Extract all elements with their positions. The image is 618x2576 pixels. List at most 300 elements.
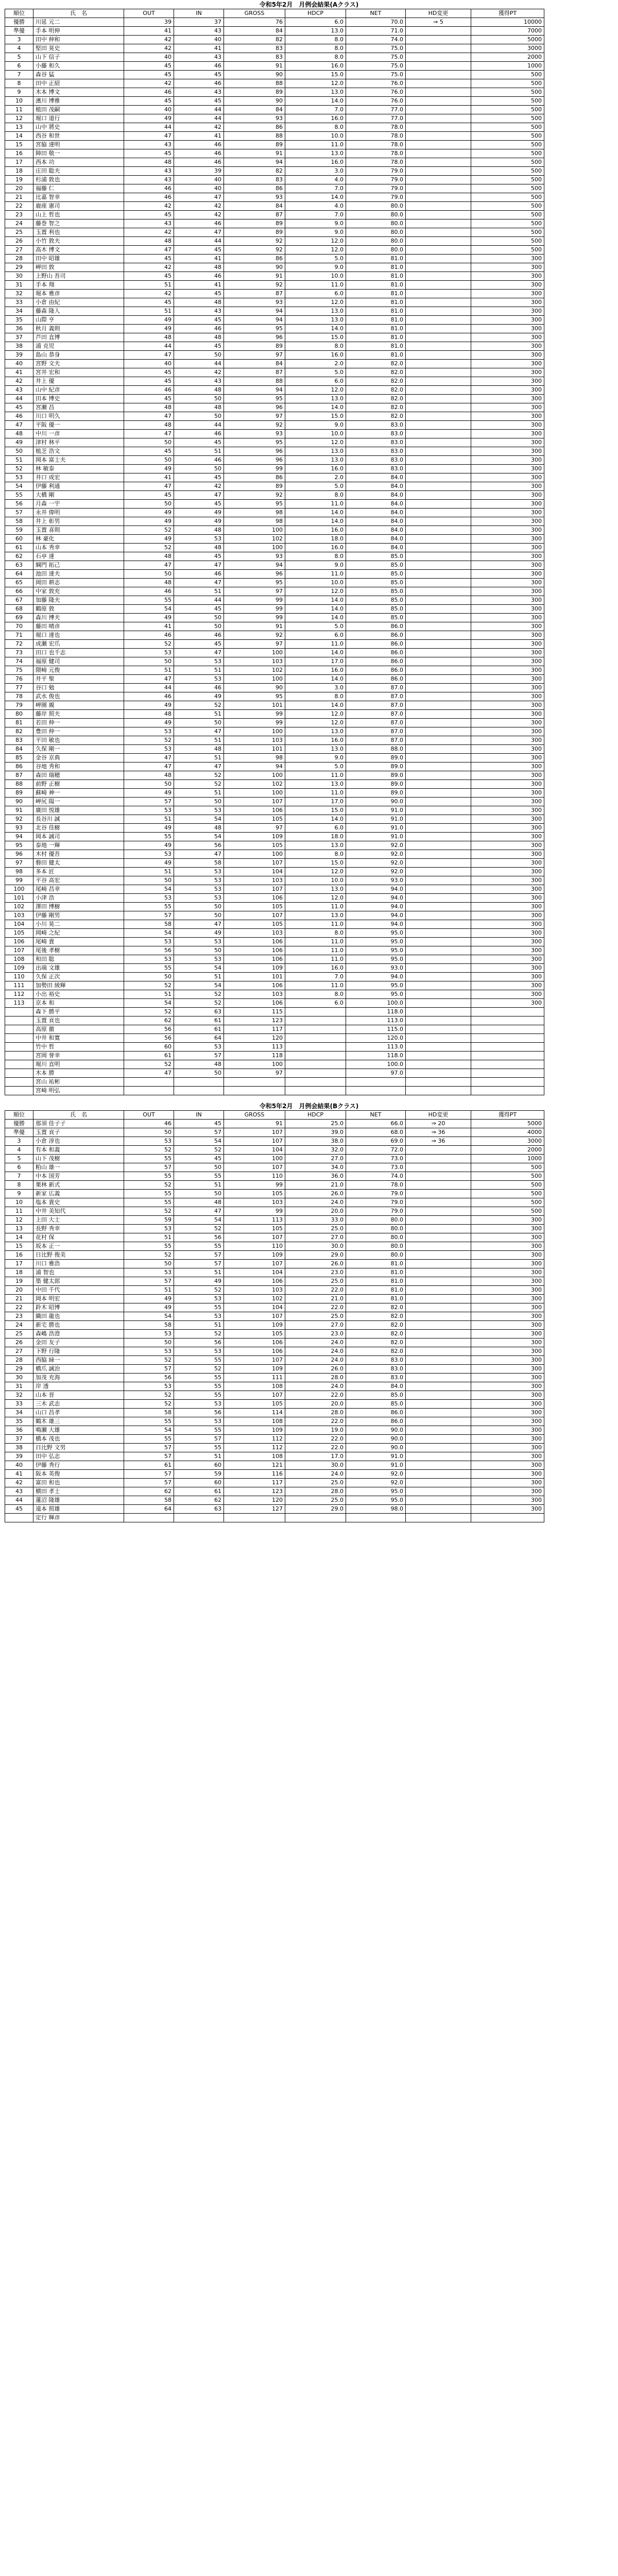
rank-cell: 45 [5, 1505, 33, 1514]
hd-change-cell [406, 876, 471, 885]
rank-cell: 89 [5, 789, 33, 798]
points-cell: 300 [471, 806, 544, 815]
net-cell: 100.0 [346, 999, 406, 1008]
rank-cell: 79 [5, 701, 33, 710]
hd-change-cell [406, 123, 471, 132]
hdcp-cell: 15.0 [285, 806, 346, 815]
out-cell: 47 [124, 561, 174, 570]
net-cell: 81.0 [346, 272, 406, 281]
gross-cell: 104 [224, 1268, 285, 1277]
hd-change-cell [406, 640, 471, 649]
points-cell: 300 [471, 859, 544, 868]
hdcp-cell: 16.0 [285, 62, 346, 71]
rank-cell: 52 [5, 465, 33, 473]
hdcp-cell: 2.0 [285, 473, 346, 482]
hd-change-cell [406, 745, 471, 754]
out-cell: 47 [124, 132, 174, 141]
result-row [5, 88, 544, 97]
hdcp-cell: 36.0 [285, 1172, 346, 1181]
net-cell: 81.0 [346, 1295, 406, 1303]
gross-cell: 113 [224, 1216, 285, 1225]
out-cell: 42 [124, 79, 174, 88]
name-cell: 小倉 淳也 [33, 1137, 124, 1146]
points-cell: 300 [471, 1242, 544, 1251]
name-cell: 森川 博夫 [33, 614, 124, 622]
out-cell: 55 [124, 1190, 174, 1198]
result-row [5, 640, 544, 649]
points-cell: 300 [471, 719, 544, 727]
hdcp-cell: 15.0 [285, 333, 346, 342]
net-cell: 82.0 [346, 1338, 406, 1347]
result-row [5, 824, 544, 833]
rank-cell: 47 [5, 421, 33, 430]
rank-cell: 37 [5, 333, 33, 342]
in-cell: 46 [174, 219, 224, 228]
rank-cell: 108 [5, 955, 33, 964]
gross-cell: 86 [224, 184, 285, 193]
in-cell: 56 [174, 1233, 224, 1242]
out-cell: 55 [124, 1242, 174, 1251]
points-cell: 2000 [471, 1146, 544, 1155]
hdcp-cell: 6.0 [285, 290, 346, 298]
rank-cell: 17 [5, 158, 33, 167]
rank-cell: 35 [5, 316, 33, 325]
hd-change-cell [406, 1400, 471, 1409]
hd-change-cell [406, 570, 471, 579]
gross-cell: 105 [224, 815, 285, 824]
in-cell: 46 [174, 570, 224, 579]
points-cell: 300 [471, 1251, 544, 1260]
points-cell: 300 [471, 403, 544, 412]
rank-cell: 50 [5, 447, 33, 456]
gross-cell: 120 [224, 1496, 285, 1505]
name-cell: 鶴木 雄三 [33, 1417, 124, 1426]
hd-change-cell [406, 946, 471, 955]
name-cell: 中井 美知代 [33, 1207, 124, 1216]
net-cell: 81.0 [346, 290, 406, 298]
gross-cell: 107 [224, 1163, 285, 1172]
out-cell: 55 [124, 1172, 174, 1181]
hdcp-cell: 13.0 [285, 456, 346, 465]
result-row [5, 290, 544, 298]
gross-cell: 76 [224, 18, 285, 27]
in-cell: 46 [174, 158, 224, 167]
hd-change-cell [406, 710, 471, 719]
gross-cell: 86 [224, 473, 285, 482]
net-cell: 80.0 [346, 1233, 406, 1242]
hdcp-cell: 22.0 [285, 1391, 346, 1400]
out-cell: 47 [124, 246, 174, 255]
rank-cell: 12 [5, 1216, 33, 1225]
hdcp-cell: 4.0 [285, 202, 346, 211]
in-cell: 48 [174, 263, 224, 272]
in-cell: 46 [174, 684, 224, 692]
rank-cell: 112 [5, 990, 33, 999]
gross-cell: 88 [224, 132, 285, 141]
in-cell: 52 [174, 1286, 224, 1295]
points-cell: 300 [471, 333, 544, 342]
hd-change-cell [406, 1260, 471, 1268]
hdcp-cell: 18.0 [285, 833, 346, 841]
points-cell [471, 1514, 544, 1522]
name-cell: 成瀬 宏爪 [33, 640, 124, 649]
gross-cell: 107 [224, 1128, 285, 1137]
hdcp-cell: 12.0 [285, 246, 346, 255]
gross-cell: 89 [224, 88, 285, 97]
in-cell: 42 [174, 211, 224, 219]
rank-cell: 28 [5, 1356, 33, 1365]
net-cell: 84.0 [346, 544, 406, 552]
name-cell: 谷口 勉 [33, 684, 124, 692]
name-cell: 金田 友子 [33, 1338, 124, 1347]
rank-cell: 75 [5, 666, 33, 675]
name-cell: 平阪 優一 [33, 421, 124, 430]
gross-cell: 109 [224, 1365, 285, 1374]
points-cell: 300 [471, 1487, 544, 1496]
in-cell: 46 [174, 272, 224, 281]
rank-cell: 107 [5, 946, 33, 955]
result-row [5, 176, 544, 184]
gross-cell: 103 [224, 876, 285, 885]
points-cell: 300 [471, 692, 544, 701]
result-row [5, 246, 544, 255]
hdcp-cell: 5.0 [285, 622, 346, 631]
rank-cell: 88 [5, 780, 33, 789]
out-cell: 52 [124, 544, 174, 552]
hdcp-cell: 26.0 [285, 1260, 346, 1268]
result-row [5, 1025, 544, 1034]
points-cell: 300 [471, 377, 544, 386]
in-cell: 47 [174, 727, 224, 736]
result-row [5, 762, 544, 771]
net-cell: 81.0 [346, 325, 406, 333]
net-cell: 85.0 [346, 596, 406, 605]
gross-cell: 92 [224, 421, 285, 430]
out-cell: 47 [124, 675, 174, 684]
result-row [5, 1163, 544, 1172]
points-cell: 500 [471, 228, 544, 237]
points-cell: 300 [471, 263, 544, 272]
result-row [5, 981, 544, 990]
points-cell: 2000 [471, 53, 544, 62]
result-row [5, 412, 544, 421]
gross-cell: 100 [224, 1155, 285, 1163]
points-cell: 300 [471, 509, 544, 517]
gross-cell: 88 [224, 377, 285, 386]
name-cell: 宮井 宏和 [33, 368, 124, 377]
name-cell: 比嘉 智幸 [33, 193, 124, 202]
hdcp-cell: 14.0 [285, 614, 346, 622]
gross-cell: 97 [224, 351, 285, 360]
in-cell: 43 [174, 53, 224, 62]
net-cell: 81.0 [346, 1268, 406, 1277]
hd-change-cell: ⇒ 36 [406, 1128, 471, 1137]
name-cell: 尾後 孝樹 [33, 946, 124, 955]
net-cell: 89.0 [346, 789, 406, 798]
rank-cell: 25 [5, 228, 33, 237]
hd-change-cell [406, 1198, 471, 1207]
gross-cell: 116 [224, 1470, 285, 1479]
points-cell: 300 [471, 911, 544, 920]
name-cell: 田中 弘志 [33, 1452, 124, 1461]
rank-cell [5, 1025, 33, 1034]
hdcp-cell: 34.0 [285, 1163, 346, 1172]
points-cell: 300 [471, 1374, 544, 1382]
result-row [5, 228, 544, 237]
points-cell: 300 [471, 1417, 544, 1426]
result-row [5, 456, 544, 465]
net-cell: 89.0 [346, 771, 406, 780]
net-cell: 115.0 [346, 1025, 406, 1034]
points-cell: 300 [471, 614, 544, 622]
header-points: 獲得PT [471, 1111, 544, 1120]
net-cell: 87.0 [346, 736, 406, 745]
gross-cell: 93 [224, 298, 285, 307]
rank-cell: 11 [5, 1207, 33, 1216]
net-cell: 81.0 [346, 263, 406, 272]
name-cell: 鹿座 憲司 [33, 202, 124, 211]
points-cell: 300 [471, 473, 544, 482]
in-cell: 53 [174, 806, 224, 815]
out-cell: 49 [124, 859, 174, 868]
points-cell: 500 [471, 1172, 544, 1181]
rank-cell: 90 [5, 798, 33, 806]
points-cell: 300 [471, 1233, 544, 1242]
hd-change-cell [406, 1435, 471, 1444]
hdcp-cell: 16.0 [285, 964, 346, 973]
points-cell: 300 [471, 710, 544, 719]
hdcp-cell: 29.0 [285, 1251, 346, 1260]
name-cell: 前野 正樹 [33, 780, 124, 789]
hdcp-cell: 13.0 [285, 745, 346, 754]
result-row [5, 1356, 544, 1365]
hd-change-cell [406, 368, 471, 377]
result-row [5, 219, 544, 228]
hd-change-cell [406, 833, 471, 841]
name-cell: 田中 正紹 [33, 79, 124, 88]
points-cell: 300 [471, 290, 544, 298]
header-rank: 順位 [5, 1111, 33, 1120]
result-row [5, 123, 544, 132]
name-cell: 有本 和義 [33, 1146, 124, 1155]
out-cell: 45 [124, 447, 174, 456]
net-cell: 78.0 [346, 132, 406, 141]
hdcp-cell: 25.0 [285, 1225, 346, 1233]
hd-change-cell [406, 535, 471, 544]
out-cell: 53 [124, 1347, 174, 1356]
hdcp-cell [285, 1034, 346, 1043]
gross-cell: 107 [224, 798, 285, 806]
gross-cell: 109 [224, 1251, 285, 1260]
net-cell: 77.0 [346, 114, 406, 123]
section-b-header-row [5, 1111, 544, 1120]
rank-cell: 11 [5, 106, 33, 114]
gross-cell: 99 [224, 614, 285, 622]
name-cell: 井上 彰男 [33, 517, 124, 526]
rank-cell: 99 [5, 876, 33, 885]
net-cell: 92.0 [346, 859, 406, 868]
rank-cell: 22 [5, 1303, 33, 1312]
gross-cell: 100 [224, 649, 285, 657]
in-cell: 56 [174, 1338, 224, 1347]
hdcp-cell: 6.0 [285, 377, 346, 386]
points-cell: 300 [471, 456, 544, 465]
rank-cell: 36 [5, 1426, 33, 1435]
out-cell: 40 [124, 53, 174, 62]
hd-change-cell [406, 1374, 471, 1382]
points-cell: 500 [471, 141, 544, 149]
points-cell: 300 [471, 1347, 544, 1356]
result-row [5, 447, 544, 456]
in-cell: 54 [174, 815, 224, 824]
gross-cell: 102 [224, 780, 285, 789]
net-cell: 82.0 [346, 395, 406, 403]
in-cell: 43 [174, 27, 224, 36]
net-cell: 83.0 [346, 465, 406, 473]
in-cell: 60 [174, 1461, 224, 1470]
result-row [5, 692, 544, 701]
net-cell: 89.0 [346, 780, 406, 789]
net-cell: 81.0 [346, 255, 406, 263]
gross-cell: 92 [224, 237, 285, 246]
hdcp-cell: 11.0 [285, 570, 346, 579]
net-cell [346, 1087, 406, 1095]
result-row [5, 841, 544, 850]
name-cell: 定行 輝彦 [33, 1514, 124, 1522]
points-cell: 300 [471, 990, 544, 999]
net-cell: 120.0 [346, 1034, 406, 1043]
out-cell: 49 [124, 841, 174, 850]
result-row [5, 62, 544, 71]
net-cell: 95.0 [346, 929, 406, 938]
name-cell: 堀本 雅彦 [33, 290, 124, 298]
gross-cell: 105 [224, 1190, 285, 1198]
in-cell: 45 [174, 290, 224, 298]
out-cell: 49 [124, 517, 174, 526]
hd-change-cell [406, 386, 471, 395]
hd-change-cell: ⇒ 20 [406, 1120, 471, 1128]
hdcp-cell: 10.0 [285, 430, 346, 438]
out-cell: 50 [124, 570, 174, 579]
in-cell: 61 [174, 1025, 224, 1034]
name-cell: 堀口 達也 [33, 631, 124, 640]
result-row [5, 430, 544, 438]
header-net: NET [346, 1111, 406, 1120]
hd-change-cell [406, 649, 471, 657]
points-cell: 300 [471, 281, 544, 290]
hdcp-cell: 24.0 [285, 1470, 346, 1479]
out-cell: 55 [124, 903, 174, 911]
in-cell: 47 [174, 228, 224, 237]
points-cell: 300 [471, 255, 544, 263]
name-cell: 中田 千代 [33, 1286, 124, 1295]
points-cell: 300 [471, 938, 544, 946]
rank-cell: 70 [5, 622, 33, 631]
header-out: OUT [124, 9, 174, 18]
in-cell: 42 [174, 368, 224, 377]
result-row [5, 149, 544, 158]
net-cell: 83.0 [346, 421, 406, 430]
hd-change-cell [406, 184, 471, 193]
hdcp-cell: 25.0 [285, 1479, 346, 1487]
rank-cell: 4 [5, 1146, 33, 1155]
hdcp-cell: 16.0 [285, 544, 346, 552]
hdcp-cell: 9.0 [285, 219, 346, 228]
hdcp-cell: 18.0 [285, 535, 346, 544]
out-cell: 45 [124, 62, 174, 71]
net-cell: 84.0 [346, 535, 406, 544]
points-cell: 300 [471, 762, 544, 771]
points-cell: 500 [471, 132, 544, 141]
net-cell: 80.0 [346, 1225, 406, 1233]
out-cell: 46 [124, 1120, 174, 1128]
gross-cell: 118 [224, 1052, 285, 1060]
in-cell: 52 [174, 990, 224, 999]
name-cell: 玉置 貢子 [33, 1128, 124, 1137]
out-cell: 50 [124, 1260, 174, 1268]
hd-change-cell [406, 1060, 471, 1069]
net-cell: 90.0 [346, 1435, 406, 1444]
hdcp-cell: 11.0 [285, 955, 346, 964]
out-cell: 45 [124, 211, 174, 219]
rank-cell: 105 [5, 929, 33, 938]
rank-cell: 104 [5, 920, 33, 929]
points-cell: 300 [471, 605, 544, 614]
name-cell: 蘇崎 神一 [33, 789, 124, 798]
result-row [5, 36, 544, 44]
points-cell: 300 [471, 675, 544, 684]
hdcp-cell: 16.0 [285, 114, 346, 123]
out-cell: 53 [124, 850, 174, 859]
in-cell: 53 [174, 894, 224, 903]
rank-cell: 27 [5, 246, 33, 255]
rank-cell: 69 [5, 614, 33, 622]
name-cell: 井平 聖 [33, 675, 124, 684]
result-row [5, 1409, 544, 1417]
rank-cell [5, 1078, 33, 1087]
net-cell: 82.0 [346, 360, 406, 368]
name-cell: 手本 翔 [33, 281, 124, 290]
out-cell: 48 [124, 579, 174, 587]
hd-change-cell [406, 1225, 471, 1233]
name-cell: 山中 紀彦 [33, 386, 124, 395]
in-cell: 45 [174, 71, 224, 79]
in-cell: 49 [174, 929, 224, 938]
points-cell: 300 [471, 841, 544, 850]
out-cell: 51 [124, 868, 174, 876]
hdcp-cell: 14.0 [285, 815, 346, 824]
name-cell: 久保 正次 [33, 973, 124, 981]
in-cell: 50 [174, 946, 224, 955]
rank-cell: 84 [5, 745, 33, 754]
out-cell: 49 [124, 719, 174, 727]
net-cell: 78.0 [346, 149, 406, 158]
in-cell: 47 [174, 579, 224, 587]
out-cell: 53 [124, 745, 174, 754]
net-cell: 79.0 [346, 176, 406, 184]
name-cell: 田本 博史 [33, 395, 124, 403]
header-name: 氏 名 [33, 1111, 124, 1120]
points-cell: 500 [471, 211, 544, 219]
points-cell: 300 [471, 1400, 544, 1409]
out-cell: 44 [124, 123, 174, 132]
hd-change-cell [406, 412, 471, 421]
hd-change-cell [406, 1190, 471, 1198]
out-cell: 45 [124, 272, 174, 281]
result-row [5, 1365, 544, 1374]
in-cell: 45 [174, 438, 224, 447]
hdcp-cell: 17.0 [285, 657, 346, 666]
